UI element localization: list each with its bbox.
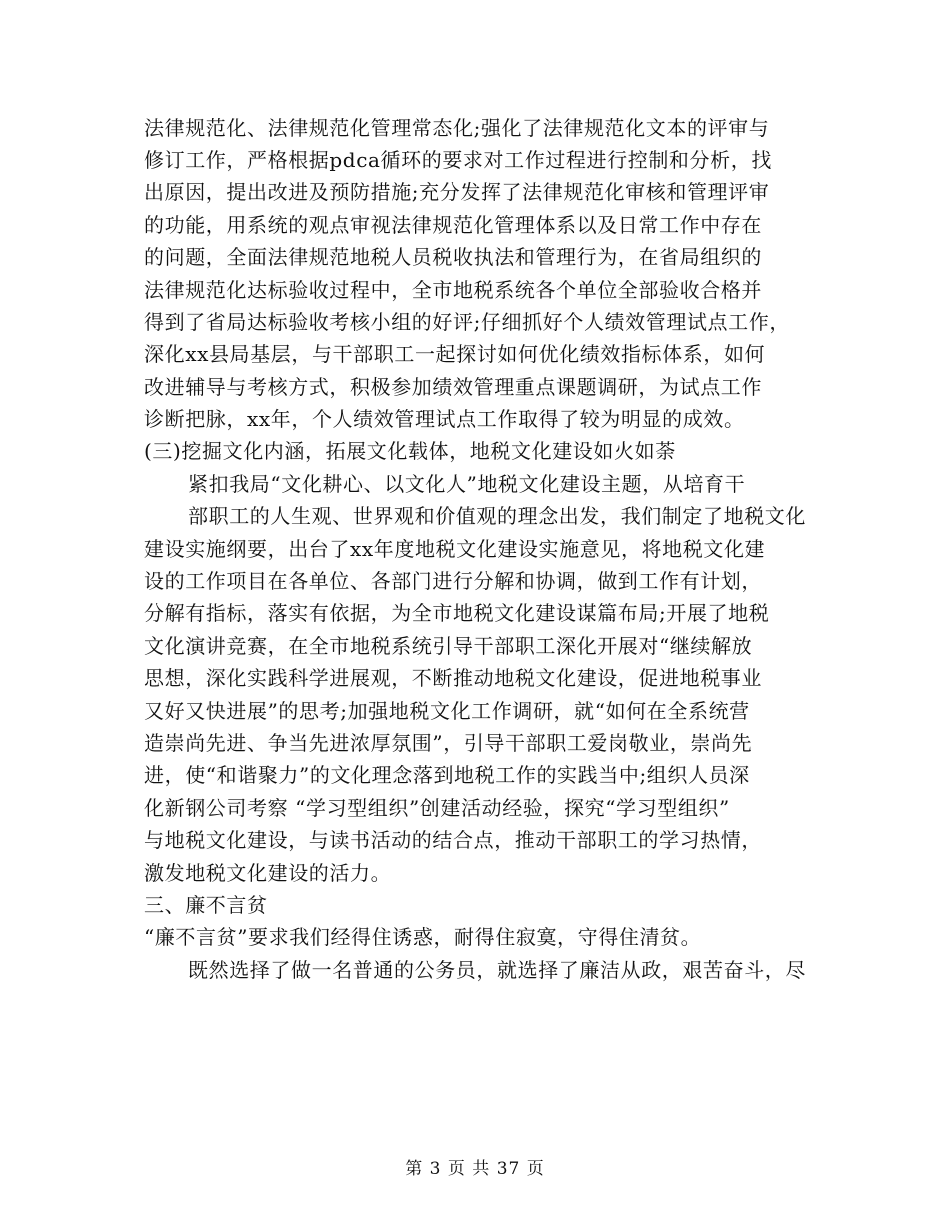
text-line: 三、廉不言贫 [144,893,268,917]
text-line: 修订工作，严格根据pdca循环的要求对工作过程进行控制和分析，找 [144,148,772,172]
text-line: 法律规范化达标验收过程中，全市地税系统各个单位全部验收合格并 [144,278,762,302]
text-line: 造崇尚先进、争当先进浓厚氛围”，引导干部职工爱岗敬业，崇尚先 [144,731,753,755]
text-line: 又好又快进展”的思考;加强地税文化工作调研，就“如何在全系统营 [144,699,750,723]
paragraph-start [188,988,824,1018]
text-line: 与地税文化建设，与读书活动的结合点，推动干部职工的学习热情， [144,828,762,852]
text-line: 化新钢公司考察 “学习型组织”创建活动经验，探究“学习型组织” [144,796,730,820]
text-line: 思想，深化实践科学进展观，不断推动地税文化建设，促进地税事业 [144,666,762,690]
text-line: 的功能，用系统的观点审视法律规范化管理体系以及日常工作中存在 [144,213,762,237]
page-footer: 第 3 页 共 37 页 [405,1159,545,1179]
text-line: 文化演讲竞赛，在全市地税系统引导干部职工深化开展对“继续解放 [144,634,753,658]
text-line: 进，使“和谐聚力”的文化理念落到地税工作的实践当中;组织人员深 [144,763,750,787]
text-line: 设的工作项目在各单位、各部门进行分解和协调，做到工作有计划， [144,569,762,593]
section-heading: 紧扣我局“文化耕心、以文化人”地税文化建设主题，从培育干 [188,472,746,496]
text-line: 深化xx县局基层，与干部职工一起探讨如何优化绩效指标体系，如何 [144,342,766,366]
text-line: 法律规范化、法律规范化管理常态化;强化了法律规范化文本的评审与 [144,116,770,140]
text-line: 激发地税文化建设的活力。 [144,861,392,885]
text-line [144,1021,824,1051]
text-line: (三)挖掘文化内涵，拓展文化载体，地税文化建设如火如荼 [144,439,676,463]
text-line: “廉不言贫”要求我们经得住诱惑，耐得住寂寞，守得住清贫。 [144,925,702,949]
text-line: 的问题，全面法律规范地税人员税收执法和管理行为，在省局组织的 [144,245,762,269]
text-line: 得到了省局达标验收考核小组的好评;仔细抓好个人绩效管理试点工作， [144,310,790,334]
text-line: 改进辅导与考核方式，积极参加绩效管理重点课题调研，为试点工作 [144,375,762,399]
text-line: 出原因，提出改进及预防措施;充分发挥了法律规范化审核和管理评审 [144,180,770,204]
text-line: 建设实施纲要，出台了xx年度地税文化建设实施意见，将地税文化建 [144,537,766,561]
section-heading: 既然选择了做一名普通的公务员，就选择了廉洁从政，艰苦奋斗，尽 [188,958,806,982]
text-line: 分解有指标，落实有依据，为全市地税文化建设谋篇布局;开展了地税 [144,601,770,625]
paragraph-start: 部职工的人生观、世界观和价值观的理念出发，我们制定了地税文化 [188,504,806,528]
text-line: 诊断把脉，xx年，个人绩效管理试点工作取得了较为明显的成效。 [144,407,745,431]
